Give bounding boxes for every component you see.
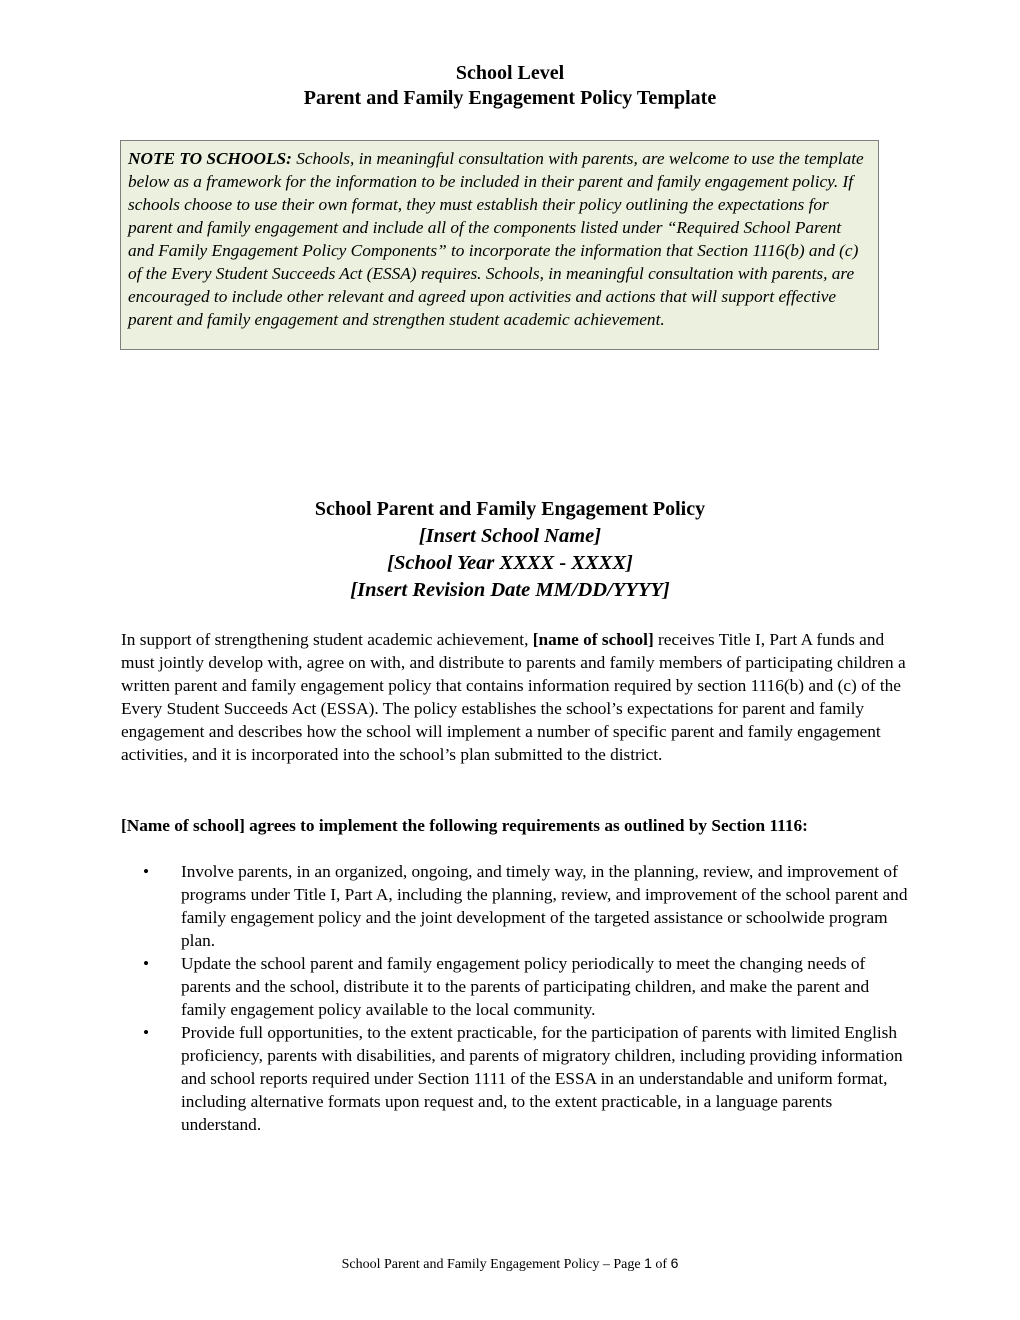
requirement-item xyxy=(121,1021,911,1136)
requirement-text: Update the school parent and family engagement policy periodically to meet the changing needs of parents and the school, distribute it to the parents of participating children, and make the parent and family engagement policy available to the local community. xyxy=(181,954,870,1019)
requirement-text: Involve parents, in an organized, ongoing, and timely way, in the planning, review, and improvement of programs under Title I, Part A, including the planning, review, and improvement of the school parent and family engagement policy and the joint development of the targeted assistance or schoolwide program plan. xyxy=(181,862,908,950)
requirement-item xyxy=(121,860,911,952)
bullet-icon: • xyxy=(143,862,150,881)
intro-text-before: In support of strengthening student academic achievement, xyxy=(121,630,533,649)
school-name-placeholder: [Insert School Name] xyxy=(418,525,602,547)
requirements-heading: [Name of school] agrees to implement the following requirements as outlined by Section 1116: xyxy=(121,816,808,835)
intro-text-after: receives Title I, Part A funds and must jointly develop with, agree on with, and distribute to parents and family members of participating children a written parent and family engagement policy that contains information required by section 1116(b) and (c) of the Every Student Succeeds Act (ESSA). The policy establishes the school’s expectations for parent and family engagement and describes how the school will implement a number of specific parent and family engagement activities, and it is incorporated into the school’s plan submitted to the district. xyxy=(121,630,906,764)
footer-page-total: 6 xyxy=(670,1255,679,1271)
revision-date-placeholder: [Insert Revision Date MM/DD/YYYY] xyxy=(350,579,670,601)
page-footer xyxy=(0,1255,1020,1273)
title-line-2: Parent and Family Engagement Policy Template xyxy=(303,87,717,109)
requirements-list xyxy=(121,860,911,1136)
school-year-placeholder: [School Year XXXX - XXXX] xyxy=(387,552,633,574)
intro-paragraph xyxy=(121,628,911,766)
footer-label: School Parent and Family Engagement Policy – Page xyxy=(341,1257,645,1272)
bullet-icon: • xyxy=(143,1023,150,1042)
title-line-1: School Level xyxy=(455,62,565,84)
policy-heading: School Parent and Family Engagement Policy xyxy=(314,498,706,520)
intro-school-name: [name of school] xyxy=(532,630,654,649)
footer-page-number: 1 xyxy=(644,1255,652,1271)
bullet-icon: • xyxy=(143,954,150,973)
policy-heading-block xyxy=(0,495,1020,604)
note-text: Schools, in meaningful consultation with parents, are welcome to use the template below as a framework for the information to be included in their parent and family engagement policy. If schools choose to use their own format, they must establish their policy outlining the expectations for parent and family engagement and include all of the components listed under “Required School Parent and Family Engagement Policy Components” to incorporate the information that Section 1116(b) and (c) of the Every Student Succeeds Act (ESSA) requires. Schools, in meaningful consultation with parents, are encouraged to include other relevant and agreed upon activities and actions that will support effective parent and family engagement and strengthen student academic achievement. xyxy=(128,149,864,329)
footer-of: of xyxy=(651,1257,671,1272)
note-to-schools-box xyxy=(120,140,879,350)
document-title xyxy=(0,61,1020,111)
requirement-item xyxy=(121,952,911,1021)
note-lead: NOTE TO SCHOOLS: xyxy=(128,149,292,168)
requirement-text: Provide full opportunities, to the extent practicable, for the participation of parents with limited English proficiency, parents with disabilities, and parents of migratory children, including providing information and school reports required under Section 1111 of the ESSA in an understandable and uniform format, including alternative formats upon request and, to the extent practicable, in a language parents understand. xyxy=(181,1023,903,1134)
